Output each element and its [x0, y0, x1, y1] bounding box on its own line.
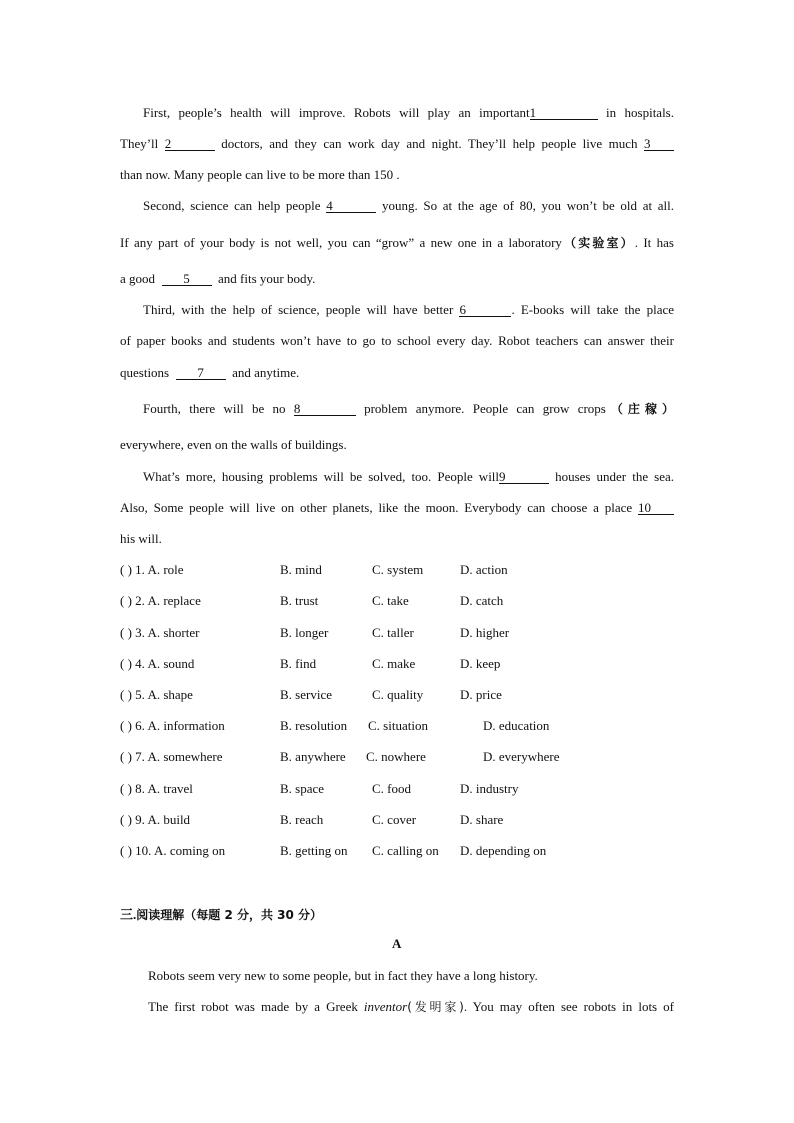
- blank-1: 1: [530, 106, 598, 120]
- blank-6: 6: [459, 303, 511, 317]
- passage-line: Also, Some people will live on other planets, like the moon. Everybody can choose a place 10: [120, 499, 674, 516]
- option-d: D. everywhere: [483, 749, 560, 764]
- passage-line: First, people’s health will improve. Robots will play an important1 in hospitals.: [143, 105, 674, 120]
- option-a: ( ) 10. A. coming on: [120, 843, 226, 858]
- option-a: ( ) 9. A. build: [120, 812, 191, 827]
- option-d: D. action: [460, 562, 508, 577]
- option-b: B. reach: [280, 812, 324, 827]
- passage-line: his will.: [120, 531, 162, 546]
- option-c: C. nowhere: [366, 749, 426, 764]
- option-d: D. higher: [460, 625, 510, 640]
- passage-line: a good 5 and fits your body.: [120, 271, 316, 286]
- option-a: ( ) 8. A. travel: [120, 781, 193, 796]
- blank-2: 2: [165, 137, 215, 151]
- blank-9: 9: [499, 470, 549, 484]
- option-c: C. make: [372, 656, 416, 671]
- passage-line: Third, with the help of science, people will have better 6 . E-books will take the place: [143, 302, 675, 317]
- blank-3: 3: [644, 137, 674, 151]
- option-d: D. depending on: [460, 843, 547, 858]
- option-a: ( ) 3. A. shorter: [120, 625, 200, 640]
- passage-line: Fourth, there will be no 8 problem anymore. People can grow crops（庄稼）: [143, 401, 674, 416]
- blank-7: 7: [176, 366, 226, 380]
- option-c: C. take: [372, 593, 409, 608]
- option-c: C. food: [372, 781, 411, 796]
- option-c: C. taller: [372, 625, 414, 640]
- option-d: D. share: [460, 812, 504, 827]
- option-b: B. find: [280, 656, 317, 671]
- passage-line: They’ll 2 doctors, and they can work day and night. They’ll help people live much 3: [120, 135, 674, 152]
- option-d: D. industry: [460, 781, 519, 796]
- option-a: ( ) 1. A. role: [120, 562, 184, 577]
- passage-line: Second, science can help people 4 young. So at the age of 80, you won’t be old at all.: [143, 198, 675, 213]
- option-c: C. quality: [372, 687, 424, 702]
- option-b: B. resolution: [280, 718, 348, 733]
- option-b: B. getting on: [280, 843, 348, 858]
- section-heading: 三.阅读理解（每题 2 分，共 30 分）: [120, 907, 323, 922]
- passage-line: than now. Many people can live to be more than 150 .: [120, 167, 400, 182]
- option-c: C. system: [372, 562, 424, 577]
- blank-8: 8: [294, 402, 356, 416]
- option-c: C. cover: [372, 812, 417, 827]
- passage-letter: A: [392, 936, 402, 951]
- blank-5: 5: [162, 272, 212, 286]
- passage-line: of paper books and students won’t have to go to school every day. Robot teachers can answer their: [120, 333, 674, 348]
- passage-line: questions 7 and anytime.: [120, 365, 300, 380]
- blank-4: 4: [326, 199, 376, 213]
- option-a: ( ) 2. A. replace: [120, 593, 201, 608]
- option-a: ( ) 7. A. somewhere: [120, 749, 223, 764]
- option-b: B. trust: [280, 593, 319, 608]
- reading-line: Robots seem very new to some people, but in fact they have a long history.: [148, 968, 538, 983]
- option-d: D. catch: [460, 593, 504, 608]
- blank-10: 10: [638, 501, 674, 515]
- option-a: ( ) 6. A. information: [120, 718, 225, 733]
- option-c: C. calling on: [372, 843, 439, 858]
- option-b: B. space: [280, 781, 325, 796]
- passage-line: everywhere, even on the walls of buildings.: [120, 437, 347, 452]
- option-a: ( ) 4. A. sound: [120, 656, 195, 671]
- reading-line: The first robot was made by a Greek inventor(发明家). You may often see robots in lots of: [148, 999, 674, 1014]
- option-d: D. education: [483, 718, 550, 733]
- option-b: B. mind: [280, 562, 322, 577]
- option-b: B. anywhere: [280, 749, 346, 764]
- option-d: D. keep: [460, 656, 501, 671]
- option-b: B. service: [280, 687, 332, 702]
- option-c: C. situation: [368, 718, 428, 733]
- option-b: B. longer: [280, 625, 329, 640]
- option-a: ( ) 5. A. shape: [120, 687, 193, 702]
- option-d: D. price: [460, 687, 502, 702]
- passage-line: If any part of your body is not well, you can “grow” a new one in a laboratory（实验室）. It has: [120, 235, 674, 250]
- passage-line: What’s more, housing problems will be solved, too. People will9 houses under the sea.: [143, 469, 674, 484]
